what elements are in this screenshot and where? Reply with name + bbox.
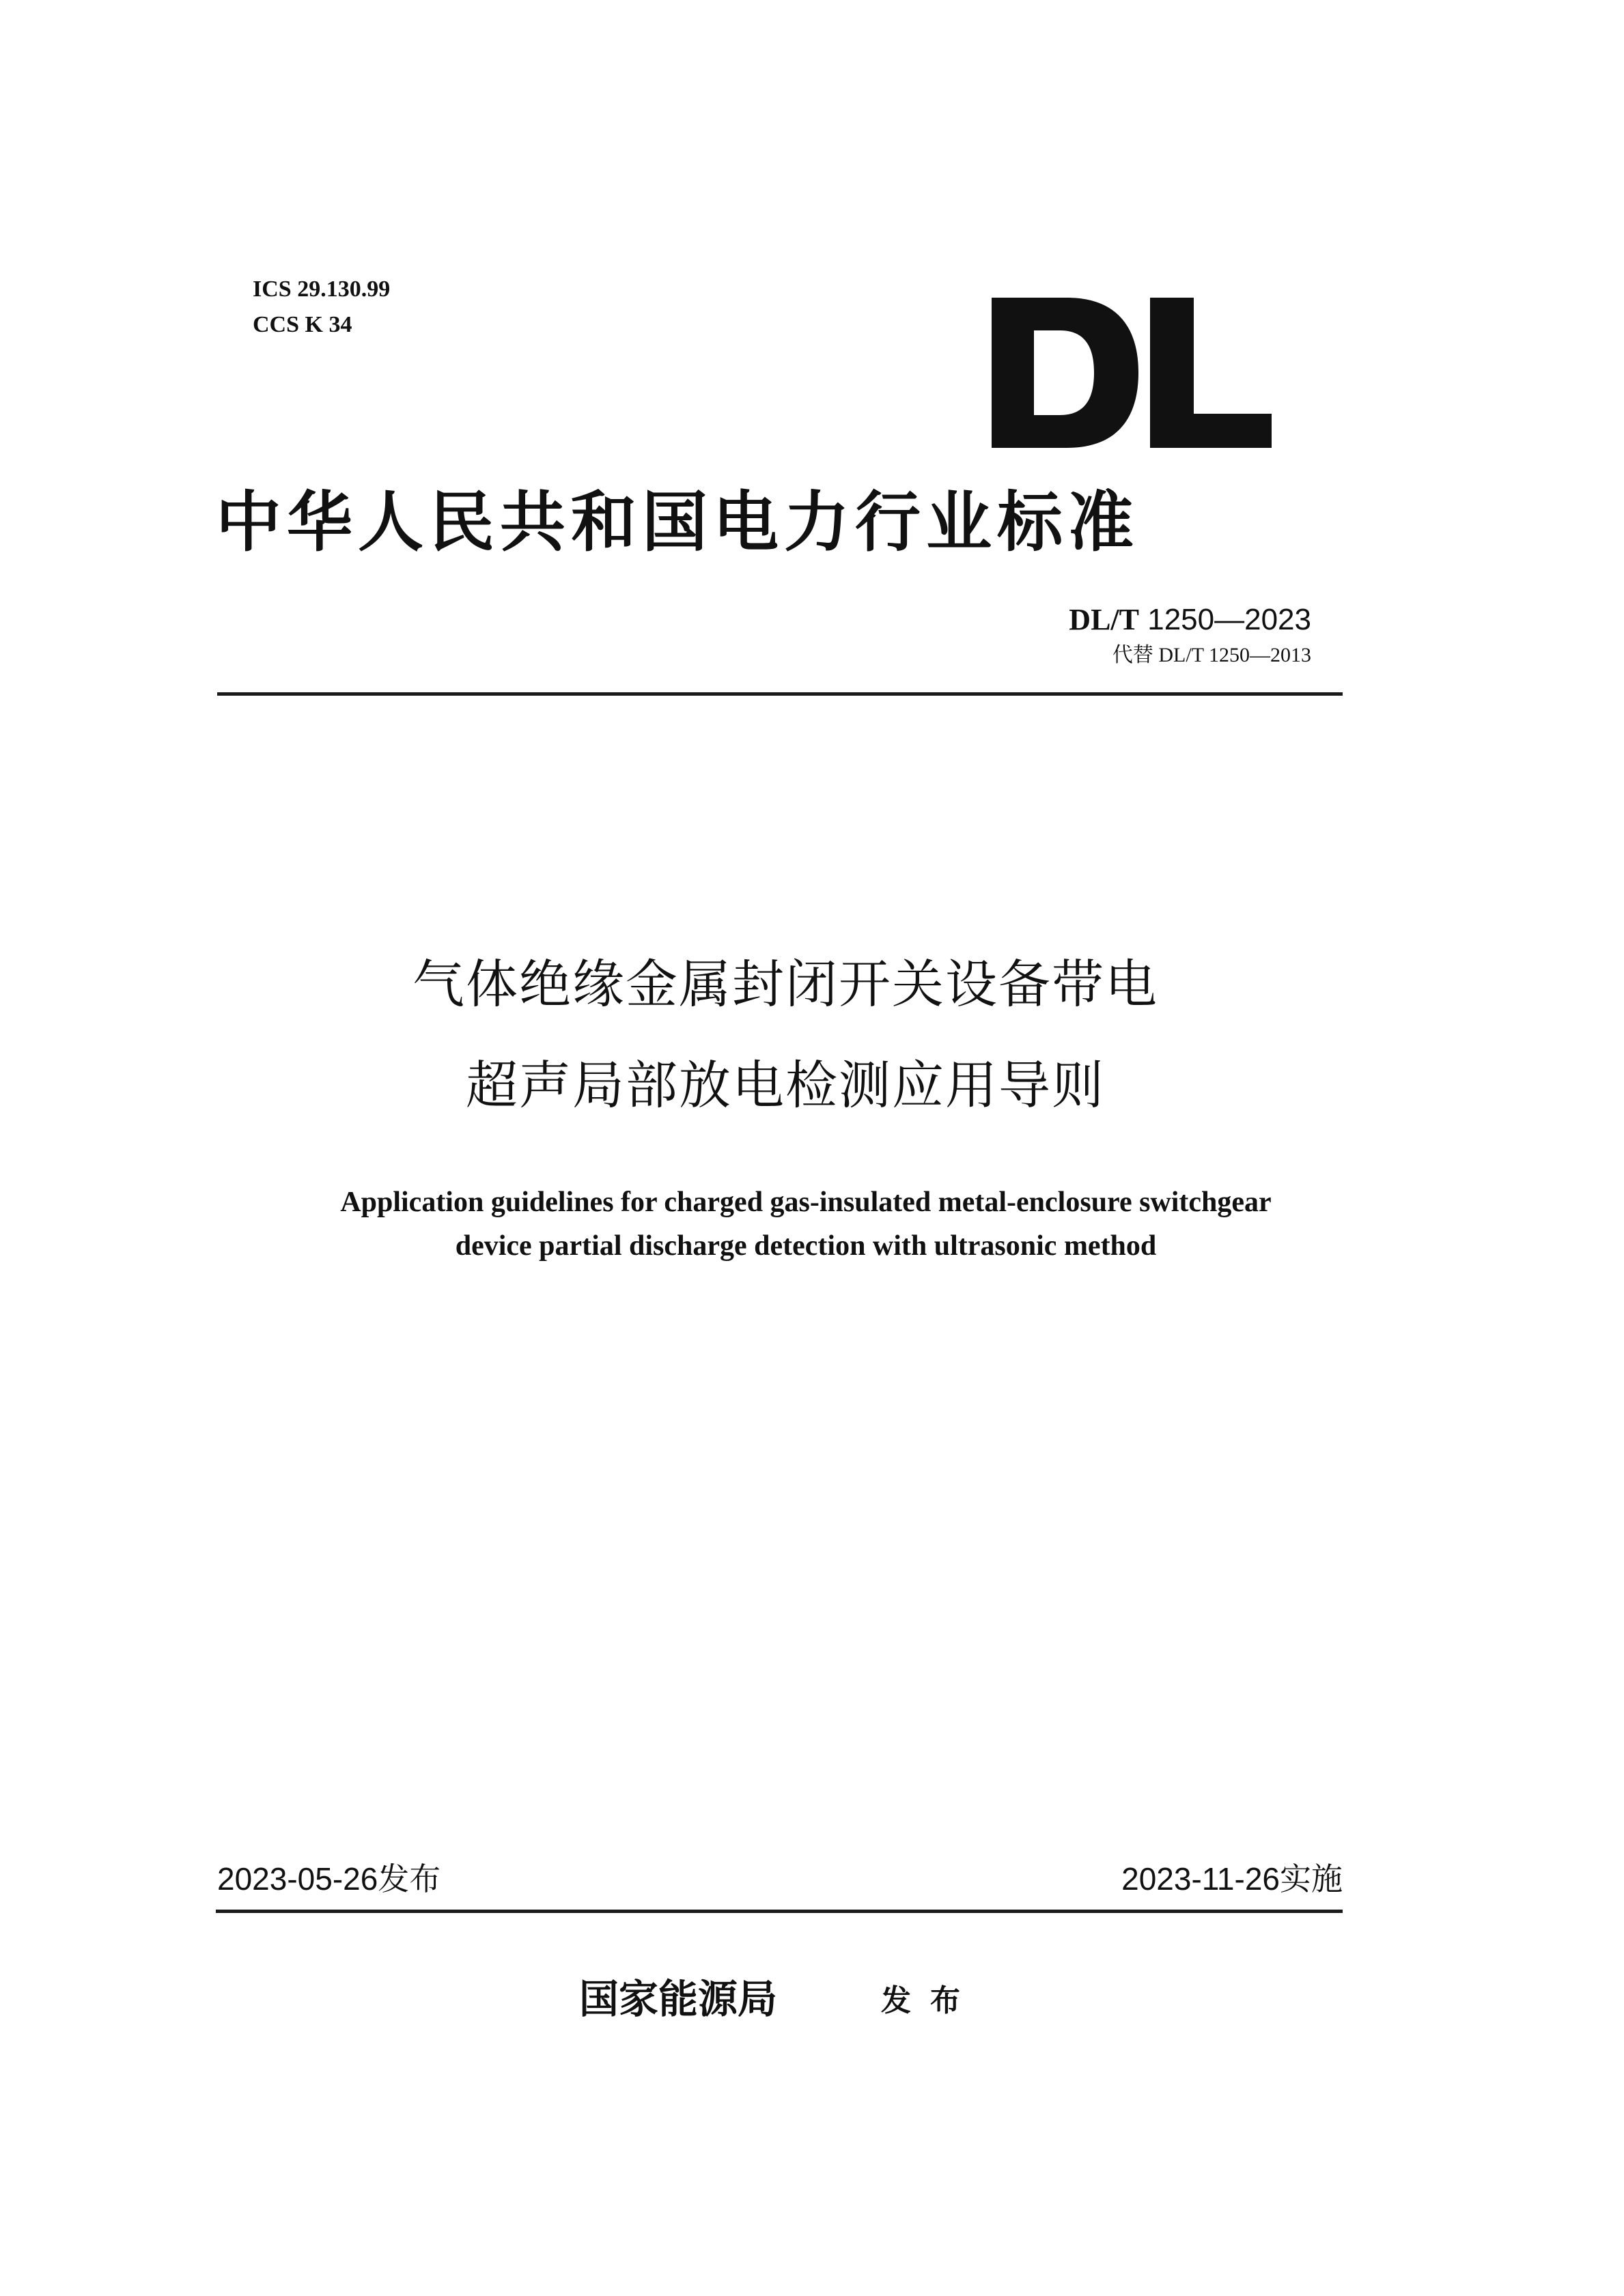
issuing-authority: 国家能源局 [579, 1976, 778, 2022]
en-title-line-1: Application guidelines for charged gas-insulated metal-enclosure switchgear [340, 1187, 1272, 1218]
effective-date: 2023-11-26实施 [1121, 1861, 1343, 1897]
standard-number-value: 1250—2023 [1147, 603, 1311, 636]
top-divider [217, 692, 1343, 696]
bottom-divider [216, 1910, 1343, 1913]
standard-number [1069, 601, 1311, 639]
classification-codes [253, 272, 390, 343]
en-title-line-2: device partial discharge detection with ultrasonic method [455, 1230, 1157, 1262]
issue-label: 发布 [881, 1983, 979, 2018]
replaces-standard: 代替 DL/T 1250—2013 [1112, 644, 1311, 666]
publish-date: 2023-05-26发布 [217, 1861, 441, 1897]
standard-category-title: 中华人民共和国电力行业标准 [216, 483, 1139, 561]
standard-number-prefix: DL/T [1069, 603, 1139, 636]
cn-title-line-1: 气体绝缘金属封闭开关设备带电 [412, 954, 1158, 1015]
ics-code: ICS 29.130.99 [253, 277, 391, 302]
ccs-code: CCS K 34 [253, 312, 352, 337]
cn-title-line-2: 超声局部放电检测应用导则 [466, 1055, 1105, 1116]
dl-standard-logo-icon [992, 298, 1272, 448]
